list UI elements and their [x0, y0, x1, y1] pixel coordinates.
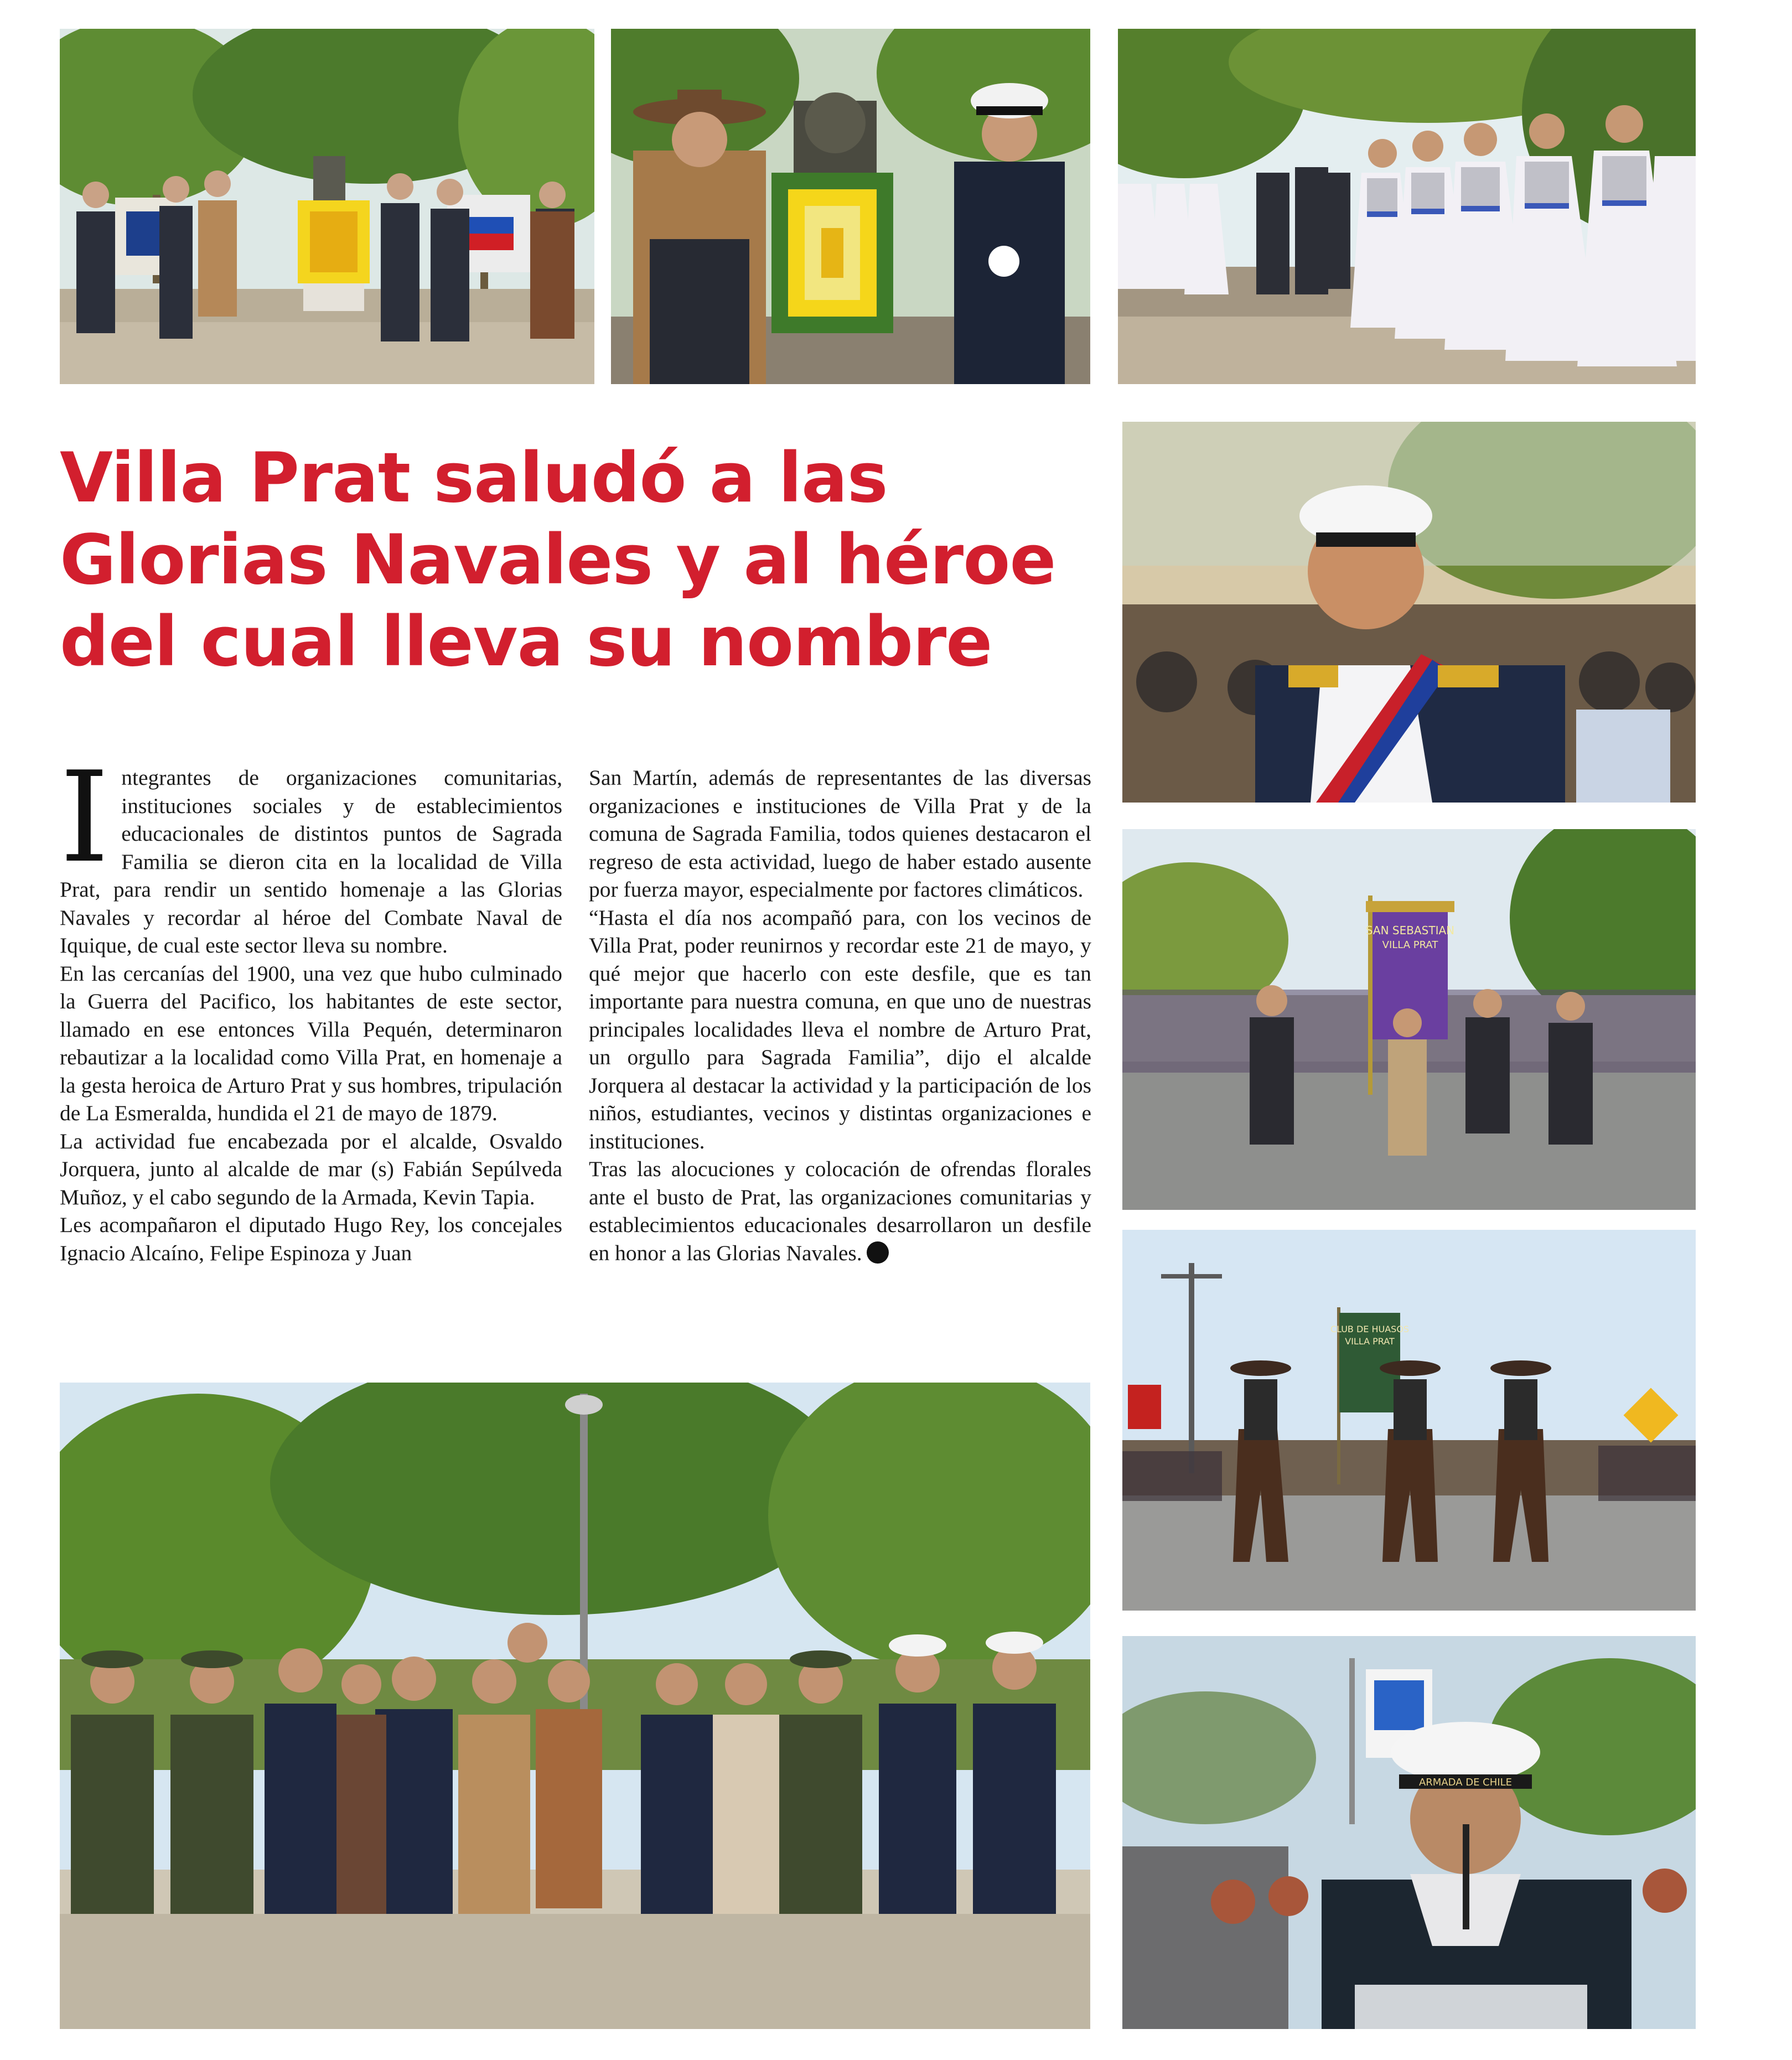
banner-text-cruz-2: VILLA PRAT — [1382, 939, 1438, 951]
paragraph-intro — [60, 745, 562, 960]
banner-text-cruz-1: SAN SEBASTIAN — [1365, 924, 1455, 937]
photo-boy-prat-costume — [1122, 422, 1696, 803]
article-column-1 — [60, 745, 562, 1267]
photo-wreath-bust — [611, 29, 1090, 384]
photo-horse-riders — [1122, 1230, 1696, 1611]
photo-ceremony-group — [60, 29, 594, 384]
article-column-2 — [589, 764, 1091, 1267]
paragraph-attendees: Les acompañaron el diputado Hugo Rey, los concejales Ignacio Alcaíno, Felipe Espinoza y Juan — [60, 1213, 562, 1265]
paragraph-closing — [589, 1155, 1091, 1267]
photo-navy-speaker — [1122, 1636, 1696, 2029]
paragraph-representatives: San Martín, además de representantes de las diversas organizaciones e instituciones de Villa Prat y de la comuna de Sagrada Familia, todos quienes destacaron el regreso de esta actividad, luego de haber estado ausente por fuerza mayor, especialmente por factores climáticos. — [589, 765, 1091, 902]
drop-cap: I — [60, 745, 110, 891]
paragraph-intro-text: ntegrantes de organizaciones comunitarias, instituciones sociales y de establecimientos educacionales de distintos puntos de Sagrada Familia se dieron cita en la localidad de Villa Prat, para rendir un sentido homenaje a las Glorias Navales y recordar al héroe del Combate Naval de Iquique, de cual este sector lleva su nombre. — [60, 765, 562, 957]
paragraph-quote: “Hasta el día nos acompañó para, con los vecinos de Villa Prat, poder reunirnos y recordar este 21 de mayo, y qué mejor que hacerlo con este desfile, que es tan importante para nuestra comuna, en que uno de nuestras principales localidades lleva el nombre de Arturo Prat, un orgullo para Sagrada Familia”, dijo el alcalde Jorquera al destacar la actividad y la participación de los niños, estudiantes, vecinos y distintas organizaciones e instituciones. — [589, 905, 1091, 1153]
headline: Villa Prat saludó a las Glorias Navales y al héroe del cual lleva su nombre — [60, 438, 1056, 682]
paragraph-history: En las cercanías del 1900, una vez que hubo culminado la Guerra del Pacifico, los habitantes de este sector, llamado en ese entonces Villa Pequén, determinaron rebautizar a la localidad como Villa Prat, en homenaje a la gesta heroica de Arturo Prat y sus hombres, tripulación de La Esmeralda, hundida el 21 de mayo de 1879. — [60, 961, 562, 1125]
photo-authorities-group — [60, 1383, 1090, 2029]
paragraph-activity: La actividad fue encabezada por el alcalde, Osvaldo Jorquera, junto al alcalde de mar (s) Fabián Sepúlveda Muñoz, y el cabo segundo de la Armada, Kevin Tapia. — [60, 1129, 562, 1209]
photo-procession-banner — [1122, 829, 1696, 1210]
banner-text-club-1: CLUB DE HUASOS — [1330, 1324, 1410, 1334]
end-mark-icon — [867, 1241, 889, 1264]
paragraph-closing-text: Tras las alocuciones y colocación de ofrendas florales ante el busto de Prat, las organizaciones comunitarias y establecimientos educacionales desarrollaron un desfile en honor a las Glorias Navales. — [589, 1157, 1091, 1265]
banner-text-club-2: VILLA PRAT — [1345, 1336, 1395, 1347]
cap-band-text: ARMADA DE CHILE — [1418, 1777, 1513, 1788]
photo-dancers — [1118, 29, 1696, 384]
